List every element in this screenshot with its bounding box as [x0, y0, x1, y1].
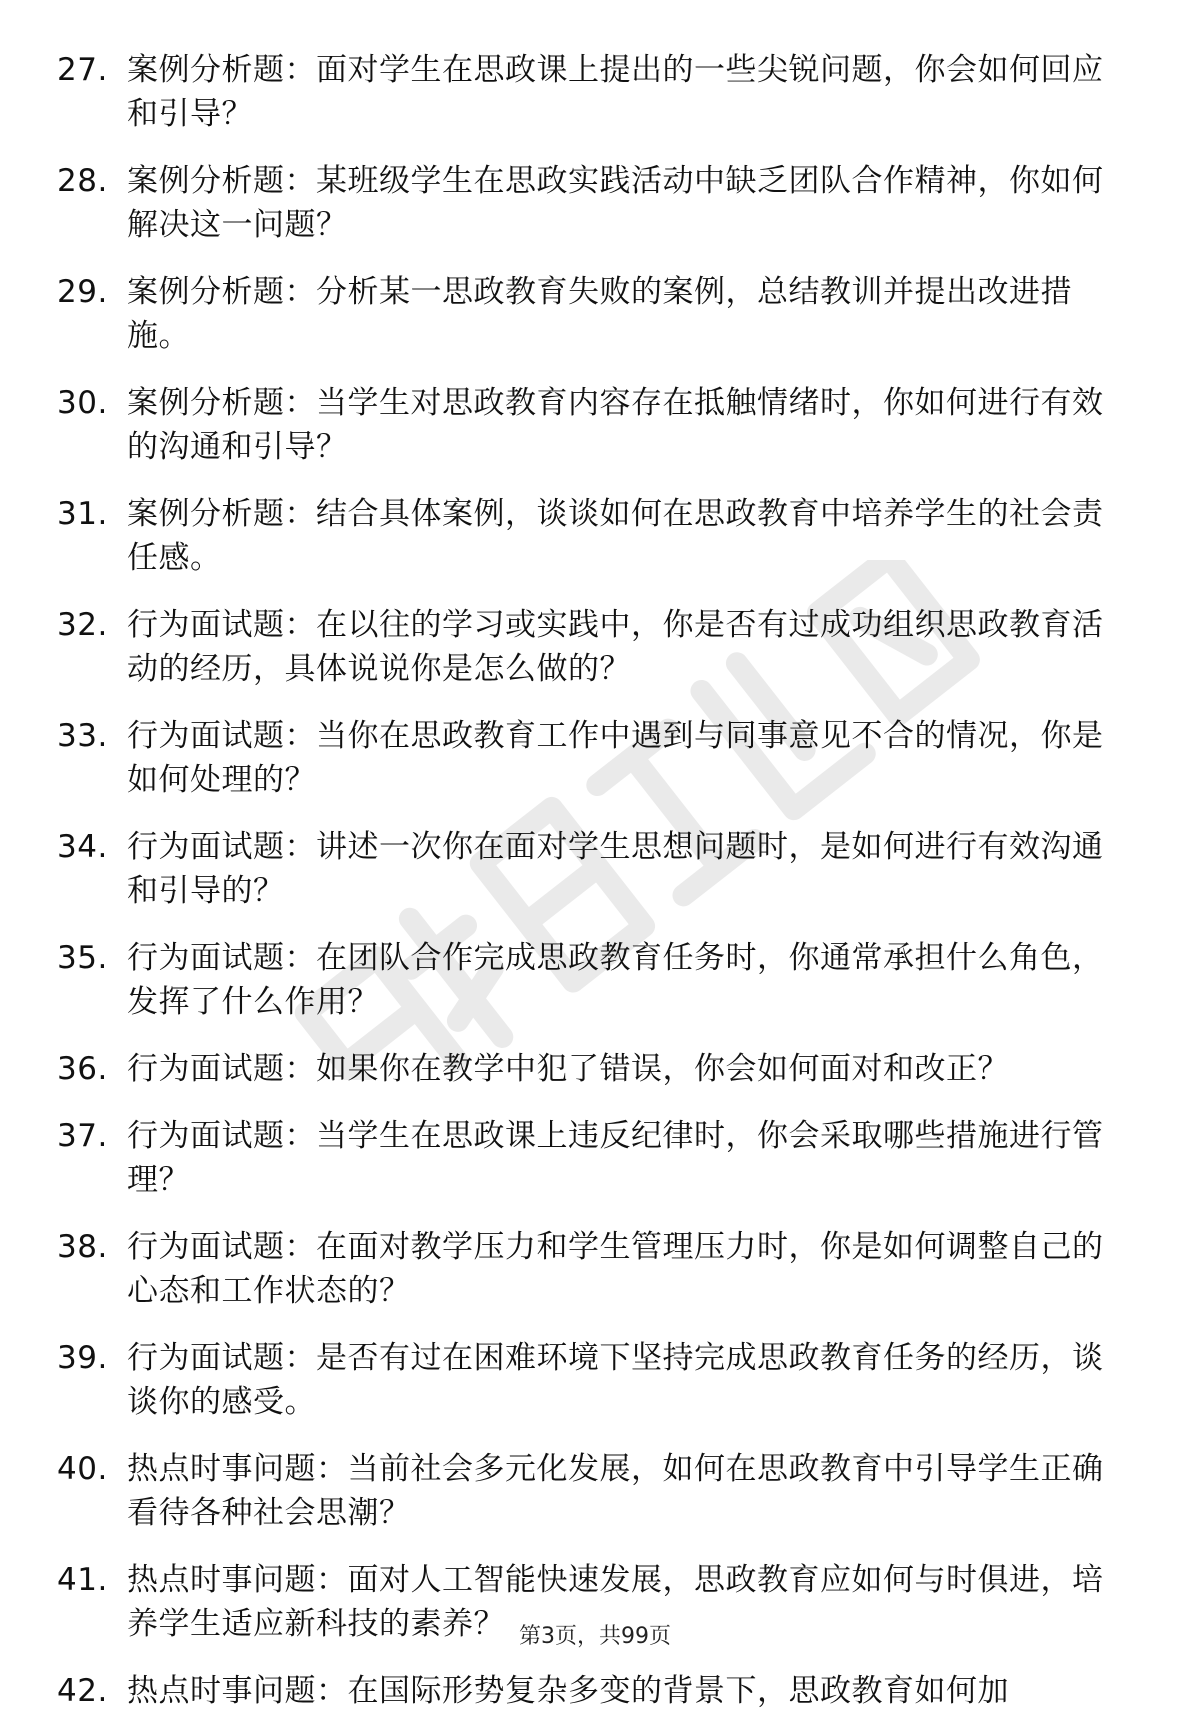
question-text: 行为面试题：当你在思政教育工作中遇到与同事意见不合的情况，你是如何处理的？: [127, 718, 1104, 798]
question-text: 行为面试题：在面对教学压力和学生管理压力时，你是如何调整自己的心态和工作状态的？: [127, 1229, 1104, 1309]
question-item: [0, 48, 1190, 136]
question-text: 行为面试题：当学生在思政课上违反纪律时，你会采取哪些措施进行管理？: [127, 1118, 1104, 1198]
question-item: [0, 1114, 1190, 1202]
question-number: 35.: [57, 940, 108, 976]
question-number: 27.: [57, 52, 108, 88]
question-item: [0, 714, 1190, 802]
question-item: [0, 1047, 1190, 1091]
question-text: 行为面试题：是否有过在困难环境下坚持完成思政教育任务的经历，谈谈你的感受。: [127, 1340, 1104, 1420]
question-text: 热点时事问题：当前社会多元化发展，如何在思政教育中引导学生正确看待各种社会思潮？: [127, 1451, 1104, 1531]
question-number: 29.: [57, 274, 108, 310]
question-text: 行为面试题：在团队合作完成思政教育任务时，你通常承担什么角色，发挥了什么作用？: [127, 940, 1104, 1020]
question-item: [0, 1447, 1190, 1535]
question-number: 36.: [57, 1051, 108, 1087]
question-number: 30.: [57, 385, 108, 421]
question-text: 案例分析题：分析某一思政教育失败的案例，总结教训并提出改进措施。: [127, 274, 1072, 354]
question-list: [0, 48, 1190, 1736]
question-number: 37.: [57, 1118, 108, 1154]
question-item: [0, 381, 1190, 469]
question-item: [0, 270, 1190, 358]
question-item: [0, 1336, 1190, 1424]
question-text: 行为面试题：讲述一次你在面对学生思想问题时，是如何进行有效沟通和引导的？: [127, 829, 1104, 909]
question-number: 40.: [57, 1451, 108, 1487]
question-number: 38.: [57, 1229, 108, 1265]
question-text: 行为面试题：如果你在教学中犯了错误，你会如何面对和改正？: [127, 1051, 1009, 1087]
question-item: [0, 1225, 1190, 1313]
question-text: 热点时事问题：在国际形势复杂多变的背景下，思政教育如何加: [127, 1673, 1009, 1709]
question-number: 31.: [57, 496, 108, 532]
question-item: [0, 1669, 1190, 1713]
question-number: 39.: [57, 1340, 108, 1376]
question-number: 41.: [57, 1562, 108, 1598]
question-text: 案例分析题：当学生对思政教育内容存在抵触情绪时，你如何进行有效的沟通和引导？: [127, 385, 1104, 465]
question-item: [0, 825, 1190, 913]
question-text: 案例分析题：结合具体案例，谈谈如何在思政教育中培养学生的社会责任感。: [127, 496, 1104, 576]
question-item: [0, 492, 1190, 580]
question-text: 热点时事问题：面对人工智能快速发展，思政教育应如何与时俱进，培养学生适应新科技的素养？: [127, 1562, 1104, 1642]
question-number: 32.: [57, 607, 108, 643]
question-number: 28.: [57, 163, 108, 199]
page-number-footer: 第3页，共99页: [519, 1624, 671, 1649]
question-text: 行为面试题：在以往的学习或实践中，你是否有过成功组织思政教育活动的经历，具体说说你是怎么做的？: [127, 607, 1104, 687]
question-number: 42.: [57, 1673, 108, 1709]
question-text: 案例分析题：某班级学生在思政实践活动中缺乏团队合作精神，你如何解决这一问题？: [127, 163, 1104, 243]
question-text: 案例分析题：面对学生在思政课上提出的一些尖锐问题，你会如何回应和引导？: [127, 52, 1104, 132]
question-item: [0, 936, 1190, 1024]
question-item: [0, 159, 1190, 247]
question-number: 33.: [57, 718, 108, 754]
question-item: [0, 603, 1190, 691]
question-number: 34.: [57, 829, 108, 865]
